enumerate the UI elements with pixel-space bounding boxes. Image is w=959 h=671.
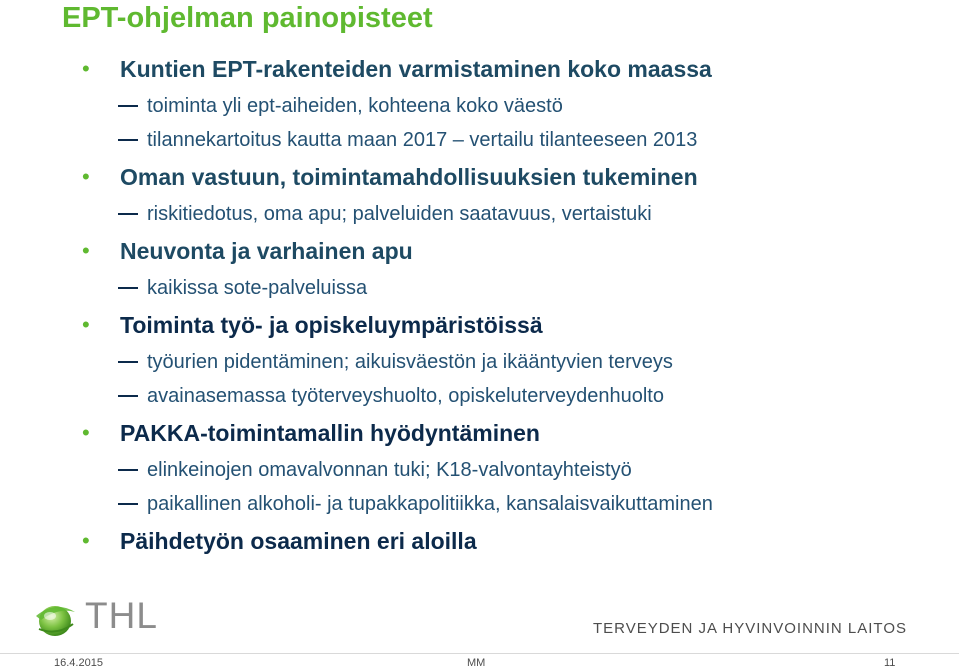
bullet-icon: •	[82, 238, 90, 263]
dash-icon	[118, 503, 138, 505]
sub-bullet-text: kaikissa sote-palveluissa	[147, 277, 368, 299]
footer-divider	[0, 653, 959, 654]
sub-bullet-item	[80, 197, 950, 231]
sub-bullet-text: toiminta yli ept-aiheiden, kohteena koko väestö	[147, 95, 563, 117]
sub-bullet-text: avainasemassa työterveyshuolto, opiskeluterveydenhuolto	[147, 385, 664, 407]
sub-bullet-item	[80, 453, 950, 487]
sub-bullet-text: elinkeinojen omavalvonnan tuki; K18-valvontayhteistyö	[147, 459, 632, 481]
thl-logo	[33, 596, 163, 638]
bullet-list	[80, 49, 950, 561]
slide-title: EPT-ohjelman painopisteet	[62, 2, 433, 34]
dash-icon	[118, 469, 138, 471]
bullet-item	[80, 305, 950, 345]
dash-icon	[118, 395, 138, 397]
sub-bullet-item	[80, 345, 950, 379]
bullet-text: PAKKA-toimintamallin hyödyntäminen	[120, 420, 540, 446]
bullet-text: Neuvonta ja varhainen apu	[120, 238, 413, 264]
dash-icon	[118, 213, 138, 215]
bullet-icon: •	[82, 528, 90, 553]
dash-icon	[118, 105, 138, 107]
sub-bullet-item	[80, 271, 950, 305]
bullet-icon: •	[82, 420, 90, 445]
footer-author: MM	[467, 657, 486, 669]
green-globe-icon	[33, 596, 77, 638]
bullet-item	[80, 157, 950, 197]
sub-bullet-item	[80, 379, 950, 413]
bullet-text: Kuntien EPT-rakenteiden varmistaminen koko maassa	[120, 56, 712, 82]
sub-bullet-text: paikallinen alkoholi- ja tupakkapolitiikka, kansalaisvaikuttaminen	[147, 493, 713, 515]
dash-icon	[118, 139, 138, 141]
bullet-icon: •	[82, 164, 90, 189]
bullet-icon: •	[82, 56, 90, 81]
sub-bullet-item	[80, 487, 950, 521]
bullet-text: Oman vastuun, toimintamahdollisuuksien tukeminen	[120, 164, 698, 190]
footer-date: 16.4.2015	[54, 657, 103, 669]
dash-icon	[118, 287, 138, 289]
sub-bullet-text: tilannekartoitus kautta maan 2017 – vertailu tilanteeseen 2013	[147, 129, 698, 151]
sub-bullet-item	[80, 123, 950, 157]
bullet-icon: •	[82, 312, 90, 337]
bullet-item	[80, 231, 950, 271]
dash-icon	[118, 361, 138, 363]
bullet-text: Toiminta työ- ja opiskeluympäristöissä	[120, 312, 543, 338]
bullet-item	[80, 49, 950, 89]
bullet-text: Päihdetyön osaaminen eri aloilla	[120, 528, 477, 554]
logo-text: THL	[85, 595, 158, 636]
bullet-item	[80, 413, 950, 453]
page-number: 11	[884, 657, 896, 669]
sub-bullet-item	[80, 89, 950, 123]
institute-name: TERVEYDEN JA HYVINVOINNIN LAITOS	[592, 620, 907, 637]
sub-bullet-text: työurien pidentäminen; aikuisväestön ja ikääntyvien terveys	[147, 351, 673, 373]
bullet-item	[80, 521, 950, 561]
sub-bullet-text: riskitiedotus, oma apu; palveluiden saatavuus, vertaistuki	[147, 203, 652, 225]
